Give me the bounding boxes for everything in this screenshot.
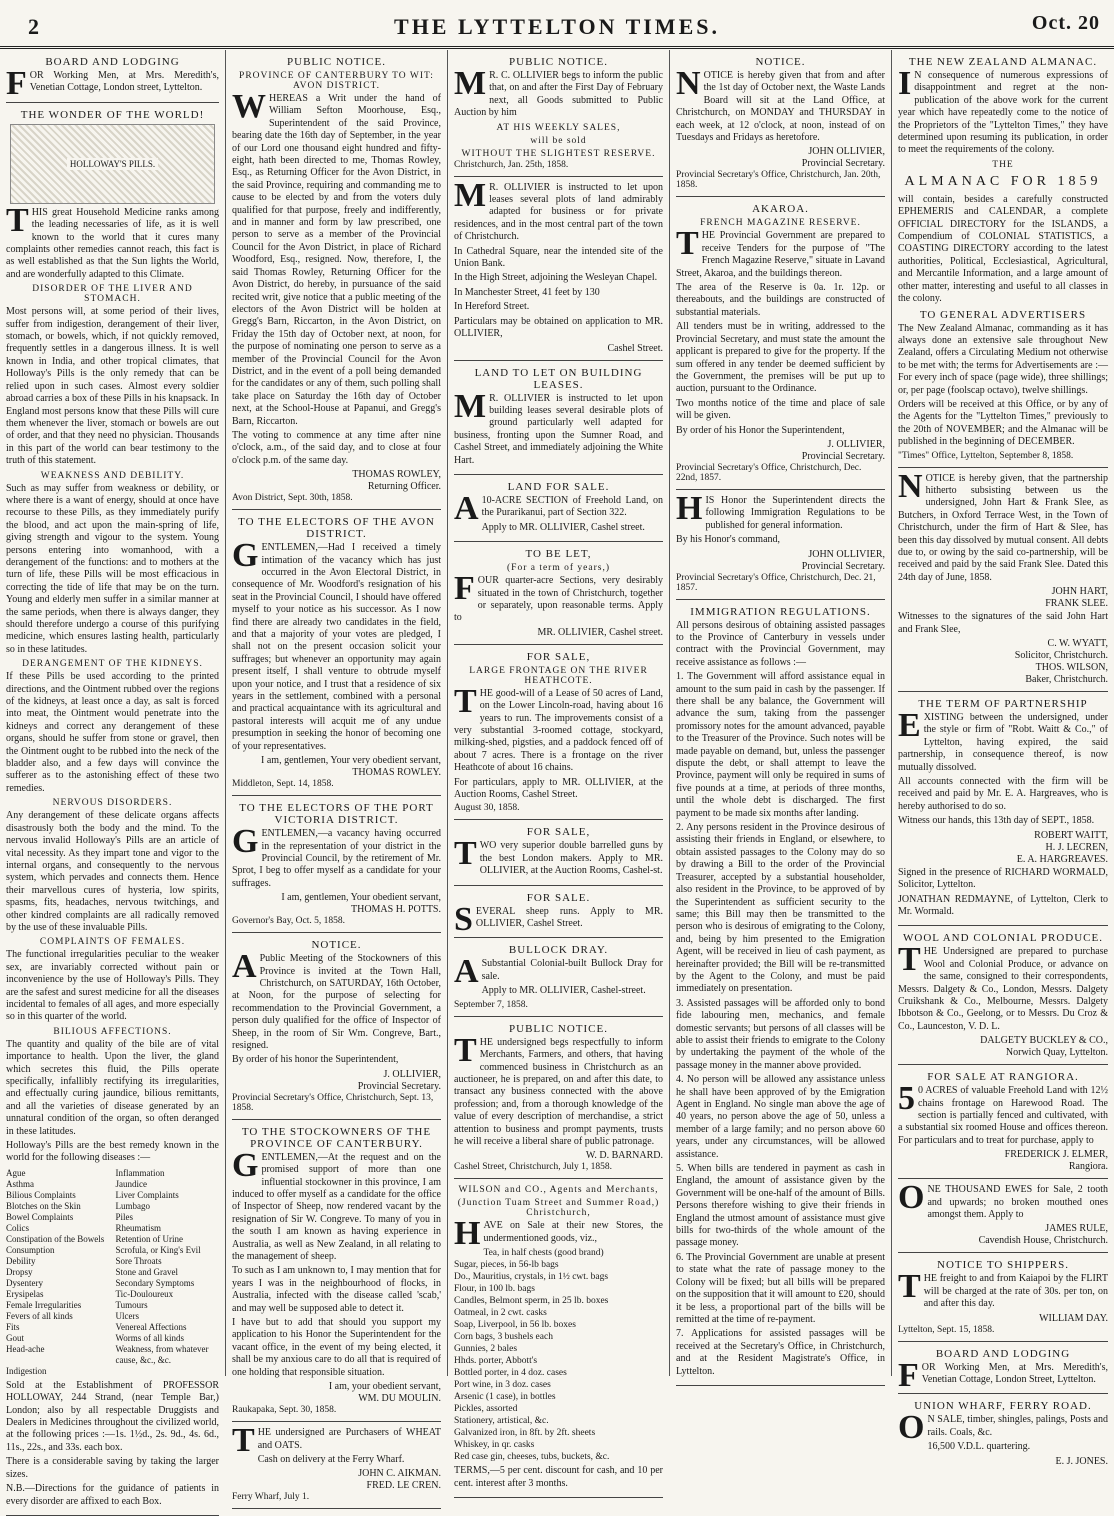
akaroa-tender-notice bbox=[676, 197, 885, 490]
disease-list bbox=[6, 1168, 219, 1377]
dateline: Christchurch, Jan. 25th, 1858. bbox=[454, 159, 569, 170]
ad-text: ASubstantial Colonial-built Bullock Dray for sale. bbox=[454, 953, 663, 991]
goods-item: Arsenic (1 case), in bottles bbox=[454, 1392, 556, 1403]
disease-item: Blotches on the Skin bbox=[6, 1200, 81, 1211]
signature-title: Rangiora. bbox=[1068, 1161, 1108, 1173]
section-heading: DERANGEMENT OF THE KIDNEYS. bbox=[22, 659, 203, 670]
ad-text: THE undersigned begs respectfully to inform Merchants, Farmers, and others, that having commenced business in Christchurch as an auctioneer, he is prepared, on and after this date, to transact any business connected with the above profession; and, from a thorough knowledge of the value of every description of merchandise, a strict attention to business and prompt payments, trusts he will receive a liberal share of public patronage. bbox=[454, 1031, 663, 1147]
disease-item: Worms of all kinds bbox=[115, 1332, 185, 1343]
issue-date: Oct. 20 bbox=[1031, 12, 1100, 34]
ad-text: All tenders must be in writing, addressed to the Provincial Secretary, and must state the amount the applicant is prepared to give for the property. If the sum offered in any tender be deemed sufficient by the Government, the premises will be put up to auction, pursuant to the Ordinance. bbox=[676, 321, 885, 395]
dateline: Provincial Secretary's Office, Christchurch, Dec. 21, 1857. bbox=[676, 572, 876, 593]
ad-text: Witness our hands, this 13th day of SEPT., 1858. bbox=[898, 815, 1095, 827]
ad-text: TWO very superior double barrelled guns by the best London makers. Apply to MR. OLLIVIER, at the Auction Rooms, Cashel-st. bbox=[454, 835, 663, 877]
ad-heading: FOR SALE, bbox=[526, 826, 591, 839]
goods-item: Candles, Belmont sperm, in 25 lb. boxes bbox=[454, 1296, 609, 1307]
dateline: "Times" Office, Lyttelton, September 8, 1858. bbox=[898, 450, 1074, 461]
electors-port-victoria-letter bbox=[232, 796, 441, 933]
ad-text: THE undersigned are Purchasers of WHEAT and OATS. bbox=[232, 1422, 441, 1460]
ad-heading: NOTICE TO SHIPPERS. bbox=[937, 1259, 1069, 1272]
ad-text: The New Zealand Almanac, commanding as it has always done an extensive sale throughout New Zealand, offers a Circulating Medium not otherwise to be met with; the terms for Advertisements are :—For every inch of space (page wide), three shillings; or, per page (foolscap octavo), twelve shillings. bbox=[898, 322, 1108, 396]
disease-item: Jaundice bbox=[115, 1178, 147, 1189]
section-heading: COMPLAINTS OF FEMALES. bbox=[39, 937, 186, 948]
list-intro: Holloway's Pills are the best remedy known in the world for the following diseases :— bbox=[6, 1140, 219, 1164]
land-for-sale-ad bbox=[454, 475, 663, 542]
ad-text: HAVE on Sale at their new Stores, the undermentioned goods, viz., bbox=[454, 1215, 663, 1253]
ad-text: HIS Honor the Superintendent directs the following Immigration Regulations to be published for general information. bbox=[676, 489, 885, 531]
ad-text: Particulars may be obtained on application to MR. OLLIVIER, bbox=[454, 315, 663, 340]
disease-item: Tic-Douloureux bbox=[115, 1288, 174, 1299]
witness-line: JONATHAN REDMAYNE, of Lyttelton, Clerk to Mr. Wormald. bbox=[898, 893, 1108, 917]
ad-text: GENTLEMEN,—At the request and on the promised support of more than one influential stockowner in this province, I am induced to offer myself as a candidate for the office of Inspector of Sheep, now rendered vacant by the resignation of Sir W. Congreve. To many of you in the south I am known as having experience in Australia, as well as New Zealand, in all relating to the management of sheep. bbox=[232, 1146, 441, 1263]
ad-text: Orders will be received at this Office, or by any of the Agents for the "Lyttelton Times," previously to the 20th of NOVEMBER; and the Almanac will be published in the beginning of DECEMBER. bbox=[898, 398, 1108, 448]
ad-heading: THE WONDER OF THE WORLD! bbox=[20, 108, 205, 121]
dateline: Governor's Bay, Oct. 5, 1858. bbox=[232, 916, 345, 927]
signature: FREDERICK J. ELMER, bbox=[1004, 1149, 1108, 1161]
disease-item: Retention of Urine bbox=[115, 1233, 183, 1244]
ad-subheading: THE bbox=[992, 159, 1014, 170]
ad-subheading: (Junction Tuam Street and Summer Road,) Christchurch, bbox=[457, 1198, 660, 1219]
term-of-partnership-notice bbox=[898, 692, 1108, 926]
column-3 bbox=[448, 50, 670, 1489]
ewes-for-sale-ad bbox=[898, 1179, 1108, 1253]
disease-item: Fits bbox=[6, 1321, 20, 1332]
ad-text: Two months notice of the time and place of sale will be given. bbox=[676, 397, 885, 422]
signature-title: Provincial Secretary. bbox=[801, 560, 885, 572]
ad-text: THIS great Household Medicine ranks among the leading necessaries of life, as it is well known to the world that it cures many complaints other remedies cannot reach, this fact is as well established as that the Sun lights the World, and are wonderfully adapted to this Climate. bbox=[6, 201, 219, 280]
signature: ROBERT WAITT, bbox=[1034, 829, 1108, 841]
ad-heading: WILSON and CO., Agents and Merchants, bbox=[458, 1185, 659, 1196]
ad-text: will contain, besides a carefully constructed EPHEMERIS and CALENDAR, a complete OFFICIAL DIRECTORY for the ISLANDS, a Compendium of COLONIAL STATISTICS, a COASTING DIRECTORY according to the latest authorities, Political, Ecclesiastical, Agricultural, and Mercantile Information, and a large amount of other matter, interesting and useful to all classes in the colony. bbox=[898, 193, 1108, 305]
signature: FRED. LE CREN. bbox=[366, 1480, 441, 1492]
disease-item: Weakness, from whatever cause, &c., &c. bbox=[115, 1343, 209, 1365]
ad-text: FOUR quarter-acre Sections, very desirably situated in the town of Christchurch, together or separately, upon reasonable terms. Apply to bbox=[454, 570, 663, 624]
column-2 bbox=[226, 50, 448, 1503]
ad-heading: LAND FOR SALE. bbox=[507, 480, 610, 493]
regulation-intro: All persons desirous of obtaining assisted passages to the Province of Canterbury in vessels under contract with the Provincial Government, may receive assistance as follows :— bbox=[676, 619, 885, 668]
signature-title: Returning Officer. bbox=[367, 481, 441, 493]
ad-text: THE good-will of a Lease of 50 acres of Land, on the Lower Lincoln-road, having about 16 years to run. The improvements consist of a very substantial 3-roomed cottage, stockyard, milking-shed, pigsties, and a paddock fenced off of about 7 acres. There is a frontage on the river Heathcote of about 16 chains. bbox=[454, 682, 663, 774]
ad-text: SEVERAL sheep runs. Apply to MR. OLLIVIER, Cashel Street. bbox=[454, 900, 663, 938]
ad-text: A10-ACRE SECTION of Freehold Land, on the Purarikanui, part of Section 322. bbox=[454, 489, 663, 527]
dateline: Lyttelton, Sept. 15, 1858. bbox=[898, 1324, 995, 1335]
regulation-item: 4. No person will be allowed any assistance unless he shall have been approved of by the Emigration Agent in England. No single man above the age of 40 years, no person above the age of 50, unless a member of a large family; and no person above 60 years, under any circumstances, will be allowed assistance. bbox=[676, 1074, 885, 1160]
dateline: August 30, 1858. bbox=[454, 803, 520, 814]
disease-item: Bowel Complaints bbox=[6, 1211, 74, 1222]
ad-heading: BULLOCK DRAY. bbox=[508, 944, 609, 957]
stockowners-letter bbox=[232, 1120, 441, 1422]
terms-text: TERMS,—5 per cent. discount for cash, and 10 per cent. interest after 3 months. bbox=[454, 1465, 663, 1489]
order-line: By his Honor's command, bbox=[676, 534, 781, 546]
disease-item: Female Irregularities bbox=[6, 1299, 82, 1310]
signature: WM. DU MOULIN. bbox=[358, 1393, 441, 1405]
regulation-item: 2. Any persons resident in the Province desirous of assisting their friends in England, or elsewhere, to obtain assisted passages to the Colony may do so by drawing a Bill to the order of the Provincial Treasurer, accepted by a substantial householder, also resident in the Province, to be approved of by the Superintendent as sufficient security to the same; this Bill may then be transmitted to the person who is desirous of emigrating to the Colony, and, being by him presented to the Emigration Agent, will be received in lieu of cash payment, as hereinafter provided; the Bill will be re-transmitted by the Agent to the Colony, and must be paid immediately on presentation. bbox=[676, 822, 885, 995]
ad-subheading: FRENCH MAGAZINE RESERVE. bbox=[700, 218, 861, 229]
ad-heading: PUBLIC NOTICE. bbox=[287, 56, 386, 68]
to-be-let-ad bbox=[454, 542, 663, 645]
signature: J. OLLIVIER, bbox=[383, 1068, 441, 1080]
dateline: Provincial Secretary's Office, Christchurch, Dec. 22nd, 1857. bbox=[676, 462, 862, 483]
disease-item: Inflammation bbox=[115, 1167, 165, 1178]
signature: E. J. JONES. bbox=[1055, 1455, 1108, 1467]
ad-line: AT HIS WEEKLY SALES, bbox=[496, 122, 621, 133]
goods-item: Flour, in 100 lb. bags bbox=[454, 1284, 535, 1295]
electors-avon-letter bbox=[232, 510, 441, 796]
goods-item: Gunnies, 2 bales bbox=[454, 1344, 518, 1355]
signature: DALGETY BUCKLEY & CO., bbox=[980, 1035, 1108, 1047]
almanac-ad bbox=[898, 50, 1108, 468]
signature: THOMAS H. POTTS. bbox=[350, 904, 441, 916]
ad-heading: THE NEW ZEALAND ALMANAC. bbox=[908, 56, 1098, 68]
goods-item: Red case gin, cheeses, tubs, buckets, &c. bbox=[454, 1452, 610, 1463]
signature: THOMAS ROWLEY, bbox=[352, 469, 441, 481]
ad-text: GENTLEMEN,—a vacancy having occurred in the representation of your district in the Provincial Council, by the retirement of Mr. Sprot, I beg to offer myself as a candidate for your suffrages. bbox=[232, 823, 441, 889]
goods-item: Stationery, artistical, &c. bbox=[454, 1416, 549, 1427]
signature-title: Provincial Secretary. bbox=[357, 1080, 441, 1092]
disease-item: Lumbago bbox=[115, 1200, 150, 1211]
disease-item: Stone and Gravel bbox=[115, 1266, 178, 1277]
signature: JOHN C. AIKMAN. bbox=[358, 1468, 441, 1480]
ad-heading: WOOL AND COLONIAL PRODUCE. bbox=[903, 932, 1103, 945]
goods-item: Bottled porter, in 4 doz. cases bbox=[454, 1368, 567, 1379]
ad-subheading: PROVINCE OF CANTERBURY TO WIT: AVON DISTRICT. bbox=[239, 71, 434, 91]
public-notice-avon bbox=[232, 50, 441, 510]
goods-item: Corn bags, 3 bushels each bbox=[454, 1332, 553, 1343]
ad-text: NOTICE is hereby given that from and after the 1st day of October next, the Waste Lands Board will sit at the Land Office, at Christchurch, on MONDAY and THURSDAY in each week, at 12 o'clock, at noon, instead of on Tuesdays and Fridays as heretofore. bbox=[676, 65, 885, 144]
dateline: September 7, 1858. bbox=[454, 999, 528, 1010]
section-text: Most persons will, at some period of their lives, suffer from indigestion, derangement of their liver, stomach, or bowels, which, if not quickly removed, frequently settles in a dangerous illness. It is well known in India, and other tropical climates, that Holloway's Pills is the only remedy that can be relied upon in such cases. Almost every soldier abroad carries a box of these Pills in his knapsack. In England most persons know that these Pills will cure them whenever the liver, stomach or bowels are out of order, and that they need no physician. Thousands in this part of the world can bear testimony to the truth of this statement. bbox=[6, 306, 219, 467]
disease-item: Sore Throats bbox=[115, 1255, 162, 1266]
dateline: Avon District, Sept. 30th, 1858. bbox=[232, 493, 353, 504]
masthead bbox=[0, 0, 1114, 49]
ad-text: 50 ACRES of valuable Freehold Land with 12½ chains frontage on Harewood Road. The section is partially fenced and cultivated, with a substantial six roomed House and offices thereon. For particulars and to treat for purchase, apply to bbox=[898, 1080, 1108, 1146]
ad-heading: UNION WHARF, FERRY ROAD. bbox=[914, 1400, 1092, 1413]
ad-text: THE Undersigned are prepared to purchase Wool and Colonial Produce, or advance on the same, consigned to their correspondents, Messrs. Dalgety & Co., London, Messrs. Dalgety Cruikshank & Co., Melbourne, Messrs. Dalgety Ibbotson & Co., Geelong, or to Messrs. Du Croz & Co., Launceston, V. D. L. bbox=[898, 941, 1108, 1032]
ad-text: For particulars, apply to MR. OLLIVIER, at the Auction Rooms, Cashel Street. bbox=[454, 776, 663, 801]
wheat-oats-ad bbox=[232, 1422, 441, 1509]
section-text: The quantity and quality of the bile are of vital importance to health. Upon the liver, the gland which secretes this fluid, the Pills operate specifically, infallibly rectifying its irregularities, and effectually curing jaundice, bilious remittants, and all the varieties of disease generated by an unnatural condition of the organ, so often deranged in these latitudes. bbox=[6, 1038, 219, 1137]
ad-text: Cash on delivery at the Ferry Wharf. bbox=[257, 1453, 405, 1465]
ad-text: EXISTING between the undersigned, under the style or firm of "Robt. Waitt & Co.," of Lyttelton, having expired, the said partnership, in consequence thereof, is now mutually dissolved. bbox=[898, 707, 1108, 773]
ollivier-public-notice bbox=[454, 50, 663, 177]
goods-item: Soap, Liverpool, in 56 lb. boxes bbox=[454, 1320, 576, 1331]
ad-text: All accounts connected with the firm will be received and paid by Mr. E. A. Hargreaves, who is hereby authorised to do so. bbox=[898, 776, 1108, 812]
ad-heading: TO GENERAL ADVERTISERS bbox=[919, 308, 1087, 321]
section-heading: BILIOUS AFFECTIONS. bbox=[53, 1026, 172, 1037]
page-number: 2 bbox=[28, 14, 39, 39]
ad-heading: TO BE LET, bbox=[525, 548, 592, 561]
disease-item: Scrofula, or King's Evil bbox=[115, 1244, 201, 1255]
ad-text: WHEREAS a Writ under the hand of William Sefton Moorhouse, Esq., Superintendent of the said Province, bearing date the 16th day of September, in the year of our Lord one thousand eight hundred and fifty-eight, hath been directed to me, Thomas Rowley, Esq., as Returning Officer for the Avon District, in the said Province, requiring and commanding me to cause to be elected by and from the voters duly qualified for that purpose, freely and indifferently, and in manner and form by law prescribed, one person to serve as a member of the Provincial Council for the Avon District, in place of Richard Woodford, Esq., resigned. Now, therefore, I, the said Thomas Rowley, Returning Officer for the Avon District, do hereby, in pursuance of the said recited writ, give notice that a public meeting of the electors of the Avon District will be holden at Gregg's Barn, Riccarton, in the Avon District, on Friday the 15th day of October next, at noon, for the purpose of nominating one person to serve as a member of the Provincial Council for the Avon District, and in the event of a poll being demanded for the candidates or any of them, such polling shall take place on Saturday the 16th day of October next, at the School-House at Papanui, and Gregg's Barn, Riccarton. bbox=[232, 88, 441, 427]
ollivier-leases bbox=[454, 177, 663, 361]
regulation-item: 3. Assisted passages will be afforded only to bond fide labouring men, mechanics, and female domestic servants; but persons of all classes will be able to assist their friends to emigrate to the Colony by undertaking the payment of the whole of the passage money in the manner above provided. bbox=[676, 997, 885, 1071]
disease-item: Consumption bbox=[6, 1244, 55, 1255]
waste-lands-notice bbox=[676, 50, 885, 197]
auctioneer-notice bbox=[454, 1017, 663, 1180]
dateline: Cashel Street, Christchurch, July 1, 1858. bbox=[454, 1162, 613, 1173]
signature: FRANK SLEE. bbox=[1045, 598, 1108, 610]
ad-text: THE Provincial Government are prepared to receive Tenders for the purpose of "The French Magazine Reserve," situate in Lavand Street, Akaroa, and the buildings thereon. bbox=[676, 225, 885, 279]
signature: MR. OLLIVIER, Cashel street. bbox=[537, 626, 663, 638]
goods-item: Oatmeal, in 2 cwt. casks bbox=[454, 1308, 547, 1319]
disease-item: Liver Complaints bbox=[115, 1189, 179, 1200]
regulation-item: 5. When bills are tendered in payment as cash in England, the amount of assistance given by the Government will be one-half of the amount of Bills. Persons therefore wishing to give their friends in England the utmost amount of assistance must give bills for two-thirds of the whole amount of the passage money. bbox=[676, 1163, 885, 1249]
signature: JOHN OLLIVIER, bbox=[808, 548, 885, 560]
regulation-item: 1. The Government will afford assistance equal in amount to the sum paid in cash by the passenger. If there shall be any balance, the Government will advance the sum, taking from the passenger promissory notes for the amount advanced, payable to the Treasurer of the Province. Such notes will be made payable on demand, but, unless the passenger dispute the debt, or shall attempt to leave the Province, payment will only be required in sums of five pounds at a time, at periods of three months, until the whole debt is discharged. The first payment to be made six months after landing. bbox=[676, 671, 885, 819]
immigration-regulations bbox=[676, 600, 885, 1386]
ad-heading: TO THE ELECTORS OF THE PORT VICTORIA DISTRICT. bbox=[239, 802, 434, 827]
goods-item: Pickles, assorted bbox=[454, 1404, 518, 1415]
disease-item: Colics bbox=[6, 1222, 30, 1233]
ad-text: ON SALE, timber, shingles, palings, Posts and rails. Coals, &c. bbox=[898, 1409, 1108, 1447]
sheep-runs-ad bbox=[454, 886, 663, 939]
ad-heading: BOARD AND LODGING bbox=[45, 56, 180, 68]
notice-to-shippers bbox=[898, 1253, 1108, 1341]
signature: WILLIAM DAY. bbox=[1039, 1312, 1108, 1324]
disease-item: Ulcers bbox=[115, 1310, 139, 1321]
ad-heading: NOTICE. bbox=[311, 939, 362, 952]
disease-item: Tumours bbox=[115, 1299, 148, 1310]
signature-title: Provincial Secretary. bbox=[801, 158, 885, 170]
ad-line: will be sold bbox=[530, 135, 587, 146]
ad-subheading: (For a term of years,) bbox=[507, 563, 610, 574]
ad-text: MR. OLLIVIER is instructed to let upon leases several plots of land admirably adapted for business or for private residences, and in the most central part of the town of Christchurch. bbox=[454, 176, 663, 243]
ad-text: In Cathedral Square, near the intended site of the Union Bank. bbox=[454, 245, 663, 270]
signature: Cashel Street. bbox=[607, 342, 663, 354]
ad-text: FOR Working Men, at Mrs. Meredith's, Venetian Cottage, London Street, Lyttelton. bbox=[898, 1356, 1108, 1394]
goods-list bbox=[454, 1247, 663, 1463]
union-wharf-ad bbox=[898, 1394, 1108, 1472]
witness-line: Witnesses to the signatures of the said John Hart and Frank Slee, bbox=[898, 611, 1108, 635]
goods-item: Galvanized iron, in 8ft. by 2ft. sheets bbox=[454, 1428, 596, 1439]
closing: I am, gentlemen, Your obedient servant, bbox=[281, 892, 441, 904]
rangiora-sale-ad bbox=[898, 1065, 1108, 1179]
dateline: Provincial Secretary's Office, Christchurch, Jan. 20th, 1858. bbox=[676, 170, 881, 191]
witness-name: THOS. WILSON, bbox=[1035, 662, 1108, 674]
section-heading: NERVOUS DISORDERS. bbox=[52, 798, 173, 809]
disease-item: Gout bbox=[6, 1332, 24, 1343]
disease-item bbox=[116, 1366, 220, 1377]
ad-text: IN consequence of numerous expressions of disappointment and regret at the non-publication of the above work for the current year which have repeatedly come to the notice of the Proprietors of the "Lyttelton Times," they have determined upon resuming its publication, in order to meet the requirements of the colony. bbox=[898, 65, 1108, 156]
wilson-goods-ad bbox=[454, 1179, 663, 1498]
signature: J. OLLIVIER, bbox=[827, 438, 885, 450]
stockowners-meeting-notice bbox=[232, 933, 441, 1120]
heathcote-frontage-ad bbox=[454, 645, 663, 821]
closing: I am, gentlemen, Your very obedient servant, bbox=[261, 755, 441, 767]
disease-item: Debility bbox=[6, 1255, 36, 1266]
section-text: Such as may suffer from weakness or debility, or where there is a want of energy, should at once have recourse to these Pills, as they immediately purify the blood, and act upon the main-spring of life, giving strength and vigour to the system. Young persons entering into womanhood, with a derangement of the functions: and to mothers at the turn of life, these Pills will be most efficacious in correcting the tide of life that may be on the turn. Young and elderly men suffer in a similar manner at the same periods, when there is always danger, they should therefore undergo a course of this purifying medicine, which ensures lasting health, particularly so in these latitudes. bbox=[6, 482, 219, 655]
ad-text: 16,500 V.D.L. quartering. bbox=[927, 1441, 1031, 1453]
ad-heading: NOTICE. bbox=[755, 56, 806, 68]
note-text: There is a considerable saving by taking the larger sizes. bbox=[6, 1456, 219, 1480]
ad-subheading: LARGE FRONTAGE ON THE RIVER HEATHCOTE. bbox=[469, 665, 648, 686]
witness-title: Solicitor, Christchurch. bbox=[1014, 650, 1108, 662]
disease-item: Dropsy bbox=[6, 1266, 33, 1277]
board-lodging-ad bbox=[6, 50, 219, 103]
ad-heading: BOARD AND LODGING bbox=[935, 1347, 1071, 1360]
superintendent-directive bbox=[676, 490, 885, 600]
disease-item: Piles bbox=[115, 1211, 134, 1222]
ad-heading: FOR SALE, bbox=[526, 650, 591, 663]
signature: JOHN OLLIVIER, bbox=[808, 146, 885, 158]
ad-text: In Hereford Street. bbox=[454, 301, 530, 313]
ad-heading: IMMIGRATION REGULATIONS. bbox=[690, 605, 871, 618]
signature-title: Norwich Quay, Lyttelton. bbox=[1005, 1047, 1108, 1059]
disease-item: Constipation of the Bowels bbox=[6, 1233, 105, 1244]
goods-item: Do., Mauritius, crystals, in 1½ cwt. bags bbox=[454, 1272, 609, 1283]
disease-item: Bilious Complaints bbox=[6, 1189, 76, 1200]
ad-heading: PUBLIC NOTICE. bbox=[509, 1022, 608, 1035]
witness-title: Baker, Christchurch. bbox=[1025, 674, 1108, 686]
nb-text: N.B.—Directions for the guidance of patients in every disorder are affixed to each Box. bbox=[6, 1483, 219, 1507]
newspaper-title: THE LYTTELTON TIMES. bbox=[394, 14, 720, 39]
witness-name: C. W. WYATT, bbox=[1047, 638, 1108, 650]
sold-text: Sold at the Establishment of PROFESSOR HOLLOWAY, 244 Strand, (near Temple Bar,) London; also by all respectable Druggists and Dealers in Medicines throughout the civilized world, at the following prices :—1s. 1½d., 2s. 9d., 4s. 6d., 11s., 22s., and 33s. each box. bbox=[6, 1379, 219, 1453]
signature: H. J. LECREN, bbox=[1045, 841, 1108, 853]
ad-text: APublic Meeting of the Stockowners of this Province is invited at the Town Hall, Christchurch, on SATURDAY, 16th October, at Noon, for the purpose of selecting for recommendation to the Provincial Government, a person duly qualified for the office of Inspector of Sheep, in the room of Sir Wm. Congreve, Bart., resigned. bbox=[232, 948, 441, 1051]
ad-text: MR. OLLIVIER is instructed to let upon building leases several desirable plots of ground particularly well adapted for business, fronting upon the Sumner Road, and Cashel Street, and immediately adjoining the White Hart. bbox=[454, 387, 663, 466]
section-heading: DISORDER OF THE LIVER AND STOMACH. bbox=[32, 284, 193, 305]
ad-heading: PUBLIC NOTICE. bbox=[509, 56, 608, 68]
column-4 bbox=[670, 50, 892, 1376]
disease-item: Erysipelas bbox=[6, 1288, 44, 1299]
board-lodging-ad-2 bbox=[898, 1342, 1108, 1395]
witness-line: Signed in the presence of RICHARD WORMALD, Solicitor, Lyttelton. bbox=[898, 866, 1108, 891]
section-text: Any derangement of these delicate organs affects disastrously both the body and the mind. To the nervous invalid Holloway's Pills are an article of vital necessity. As they impart tone and vigor to the internal organs, and consequently to the nervous system, which pervades and connects them. Hence their marvellous cures of hysteria, low spirits, spasms, fits, headaches, nervous twitchings, and other kindred complaints are all radically removed by the use of these invaluable Pills. bbox=[6, 810, 219, 933]
goods-item: Port wine, in 3 doz. cases bbox=[454, 1380, 551, 1391]
order-line: By order of his Honor the Superintendent, bbox=[676, 424, 845, 436]
ad-text: NOTICE is hereby given, that the partnership hitherto subsisting between us the undersigned, John Hart & Frank Slee, as Butchers, in Oxford Terrace West, in the Town of Christchurch, under the firm of Hart & Slee, has been this day dissolved by mutual consent. All debts due to, or owing by the said co-partnership, will be received and paid by the said Frank Slee. Dated this 24th day of June, 1858. bbox=[898, 467, 1108, 583]
engraving-illustration bbox=[10, 124, 215, 204]
ad-text: THE freight to and from Kaiapoi by the FLIRT will be charged at the rate of 30s. per ton, on and after this day. bbox=[898, 1268, 1108, 1310]
closing: I am, your obedient servant, bbox=[328, 1381, 441, 1393]
ad-text: Apply to MR. OLLIVIER, Cashel-street. bbox=[481, 985, 646, 997]
disease-item: Fevers of all kinds bbox=[6, 1310, 73, 1321]
dateline: Provincial Secretary's Office, Christchurch, Sept. 13, 1858. bbox=[232, 1092, 434, 1113]
disease-item: Secondary Symptoms bbox=[115, 1277, 195, 1288]
regulation-item: 6. The Provincial Government are unable at present to state what the rate of passage money to the Colony will be fixed; but all bills will be prepared on the supposition that it will amount to £20, should it be less, a proportional part of the bills will be remitted at the time of re-payment. bbox=[676, 1251, 885, 1325]
disease-item: Indigestion bbox=[6, 1365, 47, 1376]
ad-heading: LAND TO LET ON BUILDING LEASES. bbox=[474, 366, 643, 391]
ad-text: The area of the Reserve is 0a. 1r. 12p. or thereabouts, and the buildings are constructed of substantial materials. bbox=[676, 282, 885, 318]
signature-title: Cavendish House, Christchurch. bbox=[978, 1235, 1108, 1247]
ad-text: In the High Street, adjoining the Wesleyan Chapel. bbox=[454, 272, 658, 284]
disease-item: Venereal Affections bbox=[115, 1321, 187, 1332]
ad-text: To such as I am unknown to, I may mention that for years I was in the neighbourhood of flocks, in Australia, infected with the disease called 'scab,' and may well be supposed able to detect it. bbox=[232, 1265, 441, 1314]
dateline: Middleton, Sept. 14, 1858. bbox=[232, 779, 334, 790]
signature: W. D. BARNARD. bbox=[585, 1150, 663, 1162]
signature-title: Provincial Secretary. bbox=[801, 450, 885, 462]
ad-line: WITHOUT THE SLIGHTEST RESERVE. bbox=[461, 148, 656, 159]
goods-item: Tea, in half chests (good brand) bbox=[483, 1248, 604, 1259]
column-1 bbox=[0, 50, 226, 1507]
disease-item: Ague bbox=[6, 1167, 26, 1178]
building-leases-ad bbox=[454, 361, 663, 475]
ad-heading: TO THE STOCKOWNERS OF THE PROVINCE OF CANTERBURY. bbox=[241, 1125, 432, 1150]
goods-item: Hhds. porter, Abbott's bbox=[454, 1356, 538, 1367]
ad-text: I have but to add that should you support my application to his Honor the Superintendent for the vacant office, in the event of my being elected, it shall be my anxious care to do all that is required of one holding that responsible situation. bbox=[232, 1317, 441, 1378]
order-line: By order of his honor the Superintendent, bbox=[232, 1054, 399, 1066]
guns-for-sale-ad bbox=[454, 820, 663, 885]
regulation-item: 7. Applications for assisted passages will be received at the Secretary's Office, in Christchurch, and at the Resident Magistrate's Office, in Lyttelton. bbox=[676, 1328, 885, 1377]
disease-item: Rheumatism bbox=[115, 1222, 161, 1233]
bullock-dray-ad bbox=[454, 938, 663, 1016]
ad-heading: FOR SALE AT RANGIORA. bbox=[927, 1071, 1079, 1084]
ad-heading: THE TERM OF PARTNERSHIP bbox=[918, 698, 1088, 711]
ad-text: ONE THOUSAND EWES for Sale, 2 tooth and upwards; no broken mouthed ones amongst them. Apply to bbox=[898, 1179, 1108, 1220]
section-heading: WEAKNESS AND DEBILITY. bbox=[40, 470, 185, 481]
disease-item: Asthma bbox=[6, 1178, 34, 1189]
ad-heading: AKAROA. bbox=[752, 203, 809, 216]
ad-heading: FOR SALE. bbox=[526, 891, 591, 904]
signature: E. A. HARGREAVES. bbox=[1016, 853, 1108, 865]
partnership-dissolved-notice bbox=[898, 468, 1108, 692]
ad-text: FOR Working Men, at Mrs. Meredith's, Venetian Cottage, London street, Lyttelton. bbox=[6, 65, 219, 102]
ad-heading: TO THE ELECTORS OF THE AVON DISTRICT. bbox=[238, 516, 435, 541]
ad-text: MR. C. OLLIVIER begs to inform the public that, on and after the First Day of February next, all Goods submitted to Public Auction by him bbox=[454, 65, 663, 119]
almanac-title: ALMANAC FOR 1859 bbox=[904, 173, 1102, 189]
disease-item: Head-ache bbox=[6, 1343, 45, 1354]
signature: JAMES RULE, bbox=[1045, 1223, 1108, 1235]
column-5 bbox=[892, 50, 1114, 1467]
goods-item: Sugar, pieces, in 56-lb bags bbox=[454, 1260, 559, 1271]
goods-item: Whiskey, in qr. casks bbox=[454, 1440, 535, 1451]
illustration-caption: HOLLOWAY'S PILLS. bbox=[67, 158, 158, 170]
ad-text: Apply to MR. OLLIVIER, Cashel street. bbox=[481, 521, 645, 533]
holloways-pills-ad bbox=[6, 103, 219, 1516]
ad-text: In Manchester Street, 41 feet by 130 bbox=[454, 286, 600, 298]
signature: JOHN HART, bbox=[1051, 586, 1108, 598]
signature: THOMAS ROWLEY. bbox=[352, 767, 441, 779]
wool-produce-ad bbox=[898, 926, 1108, 1065]
ad-text: GENTLEMEN,—Had I received a timely intimation of the vacancy which has just occurred in the Avon Electoral District, in consequence of Mr. Woodford's resignation of his seat in the Provincial Council, I should have offered myself to your notice as his successor. As I now find there are already two candidates in the field, and that a majority of your votes are pledged, I shall not on the present occasion solicit your suffrages; but whenever an opportunity may again present itself, I shall venture to obtrude myself upon your notice, and I trust that a residence of six years in the settlement, combined with a personal and practical acquaintance with its agricultural and pastoral interests will acquit me of any undue presumption in seeking the honor of becoming one of your representatives. bbox=[232, 537, 441, 752]
section-text: The functional irregularities peculiar to the weaker sex, are invariably corrected without pain or inconvenience by the use of Holloway's Pills. They are the safest and surest medicine for all the diseases incidental to females of all ages, and more especially so in this quarter of the world. bbox=[6, 949, 219, 1023]
dateline: Ferry Wharf, July 1. bbox=[232, 1492, 310, 1503]
section-text: If these Pills be used according to the printed directions, and the Ointment rubbed over the regions of the kidneys, at least once a day, as salt is forced into meat, the Ointment would penetrate into the kidneys and correct any derangement of these organs, should he suffer from stone or gravel, then the Ointment ought to be rubbed into the neck of the bladder also, and a few days will convince the sufferer as to the astonishing effect of these two remedies. bbox=[6, 671, 219, 794]
disease-item: Dysentery bbox=[6, 1277, 43, 1288]
dateline: Raukapaka, Sept. 30, 1858. bbox=[232, 1405, 337, 1416]
ad-text: The voting to commence at any time after nine o'clock, a.m., of the said day, and to close at four o'clock p.m. of the same day. bbox=[232, 429, 441, 466]
